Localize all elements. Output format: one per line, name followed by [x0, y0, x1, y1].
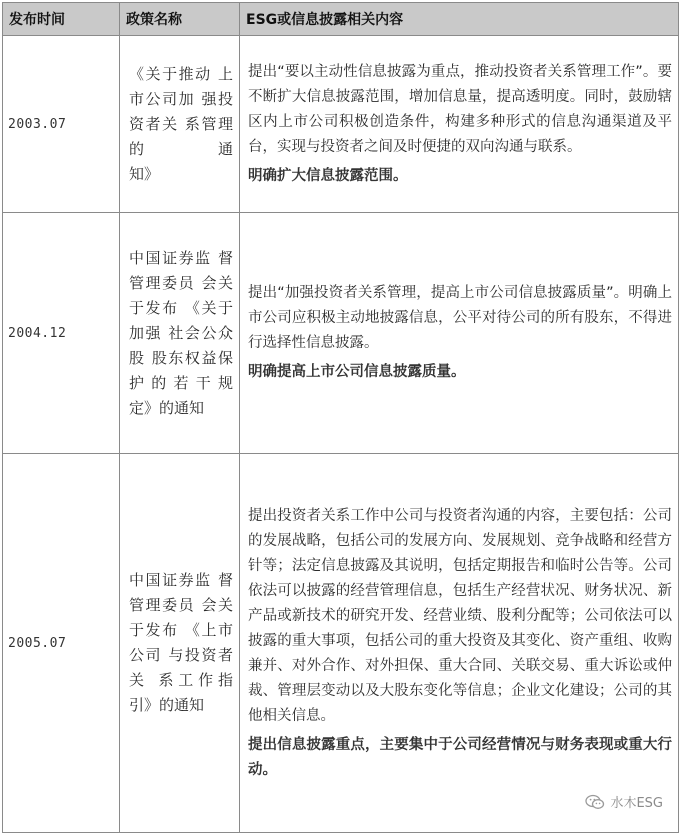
wechat-icon — [585, 794, 605, 810]
policy-name-line: 系管理的通 — [129, 114, 233, 158]
watermark — [582, 791, 666, 812]
row-content — [240, 36, 679, 213]
header-policy-name: 政策名称 — [120, 3, 240, 36]
header-content: ESG或信息披露相关内容 — [240, 3, 679, 36]
content-highlight: 明确提高上市公司信息披露质量。 — [248, 364, 466, 380]
policy-name-line: 社会公众股 — [129, 323, 233, 367]
policy-name-line: 与投资者关 — [129, 646, 233, 689]
policy-name-line: 中国证券监 — [129, 248, 212, 267]
policy-name-line: 护的若干规 — [129, 373, 233, 392]
row-date: 2003.07 — [3, 36, 120, 213]
row-content — [240, 213, 679, 454]
policy-name-line: 《上市公司 — [129, 621, 233, 664]
row-content — [240, 454, 679, 833]
row-date: 2005.07 — [3, 454, 120, 833]
policy-name-line: 股东权益保 — [151, 348, 233, 367]
header-date: 发布时间 — [3, 3, 120, 36]
policy-name-line: 系工作指 — [158, 671, 233, 689]
policy-name-line: 强投资者关 — [129, 89, 233, 133]
policy-name-line: 知》 — [129, 164, 160, 183]
content-text: 提出“加强投资者关系管理，提高上市公司信息披露质量”。明确上市公司应积极主动地披露信息，公平对待公司的所有股东，不得进行选择性信息披露。 — [248, 285, 672, 351]
row-policy-name — [120, 36, 240, 213]
table-header-row — [3, 3, 679, 36]
row-policy-name — [120, 213, 240, 454]
policy-name-line: 会关于发布 — [129, 596, 233, 639]
content-highlight: 提出信息披露重点，主要集中于公司经营情况与财务表现或重大行动。 — [248, 736, 672, 778]
content-text: 提出“要以主动性信息披露为重点，推动投资者关系管理工作”。要不断扩大信息披露范围，增加信息量，提高透明度。同时，鼓励辖区内上市公司积极创造条件，构建多种形式的信息沟通渠道及平台，实现与投资者之间及时便捷的双向沟通与联系。 — [248, 63, 672, 155]
policy-name-line: 《关于推动 — [129, 64, 212, 83]
row-policy-name — [120, 454, 240, 833]
content-highlight: 明确扩大信息披露范围。 — [248, 167, 408, 184]
content-text: 提出投资者关系工作中公司与投资者沟通的内容，主要包括：公司的发展战略，包括公司的发展方向、发展规划、竞争战略和经营方针等；法定信息披露及其说明，包括定期报告和临时公告等。公司依法可以披露的经营管理信息，包括生产经营状况、财务状况、新产品或新技术的研究开发、经营业绩、股利分配等；公司依法可以披露的重大事项，包括公司的重大投资及其变化、资产重组、收购兼并、对外合作、对外担保、重大合同、关联交易、重大诉讼或仲裁、管理层变动以及大股东变化等信息；企业文化建设；公司的其他相关信息。 — [248, 507, 672, 724]
policy-table — [2, 2, 679, 833]
policy-name-line: 督管理委员 — [129, 571, 233, 614]
policy-name-line: 中国证券监 — [129, 571, 212, 589]
table-row — [3, 213, 679, 454]
policy-name-line: 上市公司加 — [129, 64, 233, 108]
table-row — [3, 454, 679, 833]
policy-name-line: 督管理委员 — [129, 248, 233, 292]
policy-name-line: 引》的通知 — [129, 696, 205, 714]
policy-name-line: 会关于发布 — [129, 273, 233, 317]
policy-name-line: 《关于加强 — [129, 298, 233, 342]
policy-name-line: 定》的通知 — [129, 398, 205, 417]
row-date: 2004.12 — [3, 213, 120, 454]
table-row — [3, 36, 679, 213]
watermark-text: 水木ESG — [610, 796, 663, 811]
